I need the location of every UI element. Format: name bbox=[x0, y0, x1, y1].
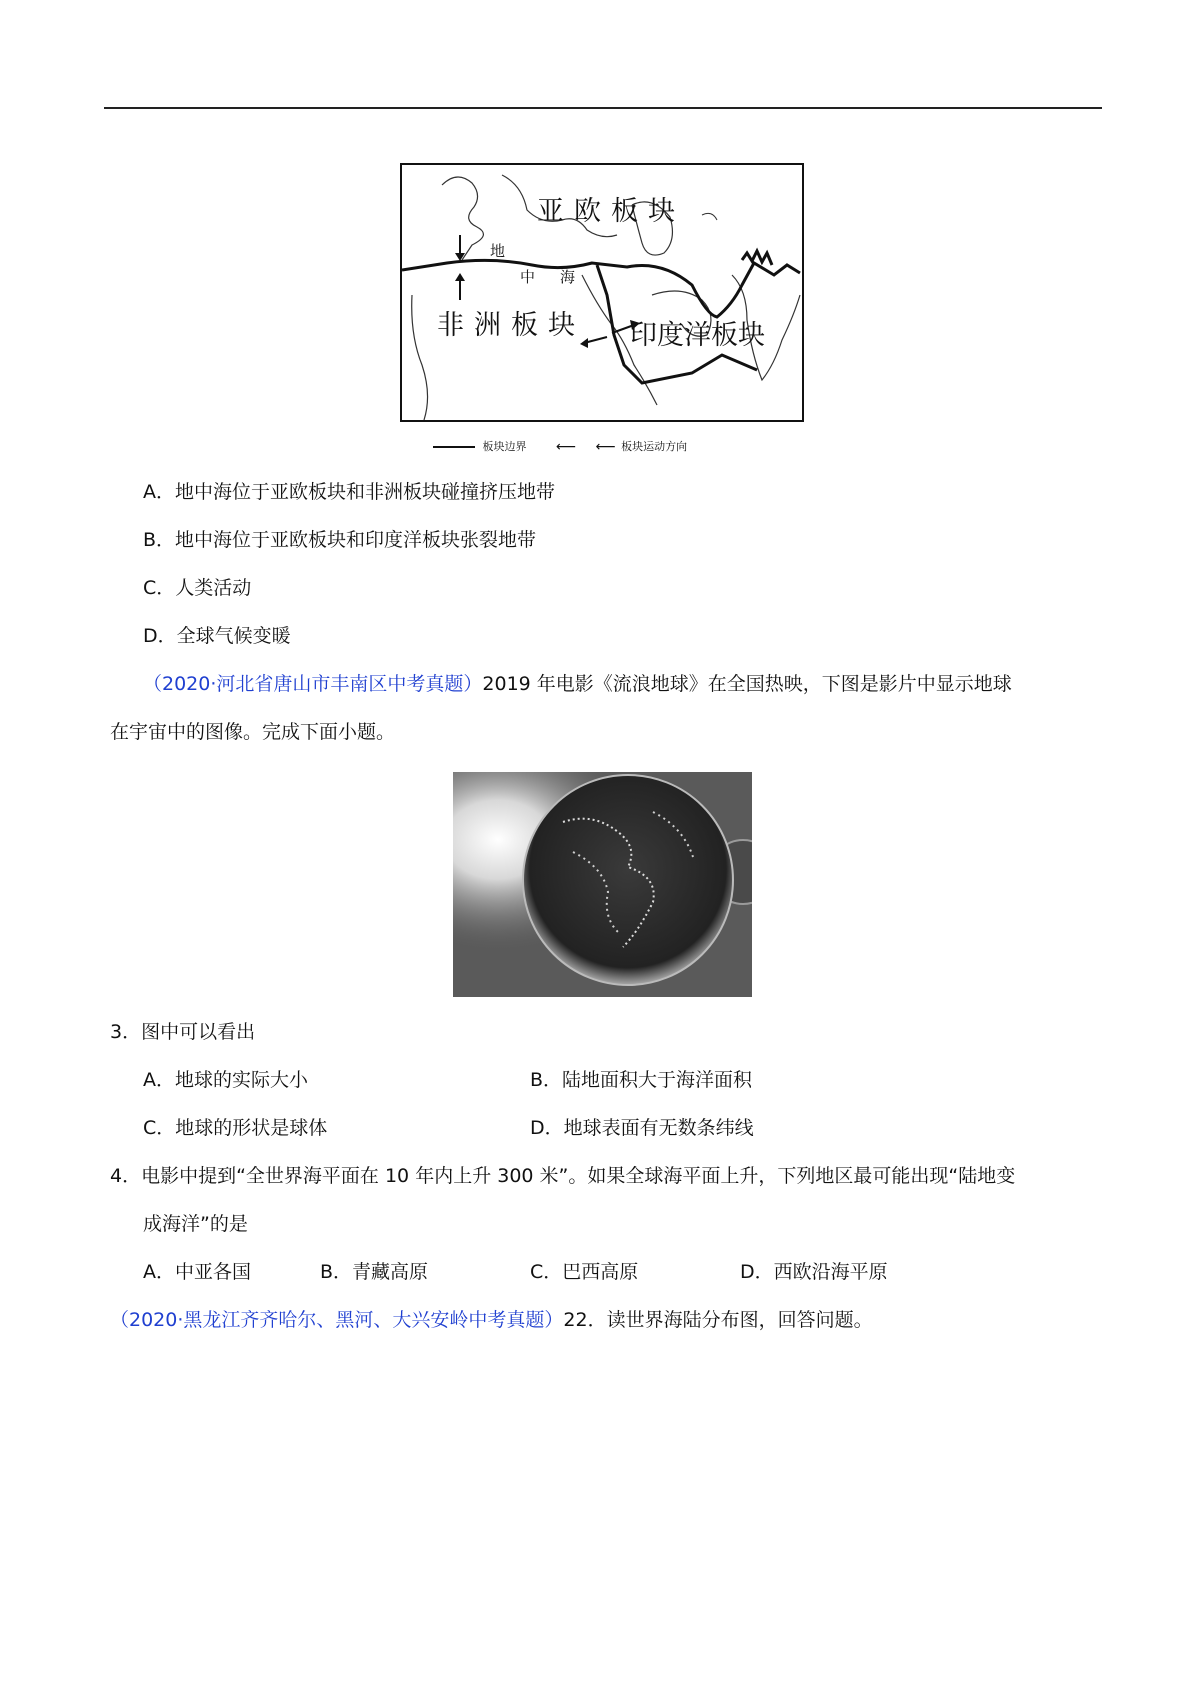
question-3-stem: 3．图中可以看出 bbox=[110, 1021, 256, 1043]
intro-text-2: 22．读世界海陆分布图，回答问题。 bbox=[563, 1309, 873, 1331]
q4-option-c: C．巴西高原 bbox=[530, 1261, 639, 1283]
legend-movement: 板块运动方向 bbox=[621, 440, 688, 453]
intro-text: 2019 年电影《流浪地球》在全国热映，下图是影片中显示地球 bbox=[482, 673, 1012, 695]
q3-option-b: B．陆地面积大于海洋面积 bbox=[530, 1069, 753, 1091]
question-source: （2020·河北省唐山市丰南区中考真题） bbox=[143, 673, 483, 695]
arrow-left-icon: ⟵ bbox=[556, 439, 577, 455]
sea-label-char: 海 bbox=[560, 268, 576, 286]
sea-label-char: 中 bbox=[520, 268, 536, 286]
question-source-2: （2020·黑龙江齐齐哈尔、黑河、大兴安岭中考真题） bbox=[110, 1309, 564, 1331]
indian-plate-label: 印度洋板块 bbox=[630, 320, 765, 351]
boundary-line-symbol bbox=[433, 446, 475, 448]
intro-paragraph bbox=[143, 672, 1012, 696]
plate-map-figure bbox=[397, 160, 809, 460]
intro-text-continued: 在宇宙中的图像。完成下面小题。 bbox=[110, 721, 396, 743]
plate-map-legend bbox=[433, 438, 687, 455]
intro-paragraph-2 bbox=[110, 1308, 873, 1332]
option-a: A．地中海位于亚欧板块和非洲板块碰撞挤压地带 bbox=[143, 481, 555, 503]
header-rule bbox=[104, 107, 1102, 109]
q3-option-c: C．地球的形状是球体 bbox=[143, 1117, 328, 1139]
q4-option-b: B．青藏高原 bbox=[320, 1261, 429, 1283]
q3-option-d: D．地球表面有无数条纬线 bbox=[530, 1117, 754, 1139]
plate-map bbox=[400, 163, 804, 422]
option-b: B．地中海位于亚欧板块和印度洋板块张裂地带 bbox=[143, 529, 537, 551]
q4-option-d: D．西欧沿海平原 bbox=[740, 1261, 888, 1283]
arrow-left-icon: ⟵ bbox=[595, 439, 616, 455]
earth-image bbox=[453, 772, 752, 997]
legend-boundary: 板块边界 bbox=[482, 440, 527, 453]
q3-option-a: A．地球的实际大小 bbox=[143, 1069, 308, 1091]
sea-label-char: 地 bbox=[490, 242, 506, 260]
african-plate-label: 非洲板块 bbox=[437, 310, 585, 341]
option-d: D．全球气候变暖 bbox=[143, 625, 291, 647]
eurasian-plate-label: 亚欧板块 bbox=[537, 196, 685, 227]
q4-option-a: A．中亚各国 bbox=[143, 1261, 251, 1283]
question-4-stem-continued: 成海洋”的是 bbox=[143, 1213, 248, 1235]
option-c: C．人类活动 bbox=[143, 577, 252, 599]
question-4-stem: 4．电影中提到“全世界海平面在 10 年内上升 300 米”。如果全球海平面上升，下列地区最可能出现“陆地变 bbox=[110, 1165, 1016, 1187]
earth-drawing bbox=[453, 772, 752, 997]
